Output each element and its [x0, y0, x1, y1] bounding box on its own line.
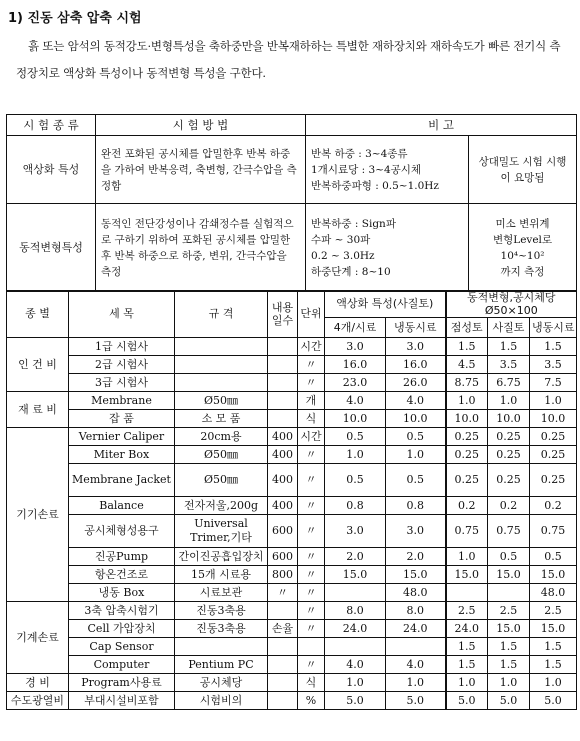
spec-cell: 간이진공흡입장치 [175, 548, 268, 566]
value-cell: 23.0 [325, 374, 386, 392]
value-cell: 4.0 [386, 656, 446, 674]
value-cell: 24.0 [446, 620, 488, 638]
table-row [7, 620, 577, 638]
table-row [7, 497, 577, 515]
spec-cell: 진동3축용 [175, 620, 268, 638]
value-cell: 10.0 [386, 410, 446, 428]
value-cell: 0.2 [530, 497, 577, 515]
days-cell [268, 692, 298, 710]
header-category: 종 별 [7, 291, 69, 338]
spec-cell [175, 356, 268, 374]
cost-table-body [7, 338, 577, 710]
header-dynamic-label: 동적변형,공시체당 [467, 291, 556, 304]
value-cell [325, 638, 386, 656]
spec-cell: 공시체당 [175, 674, 268, 692]
value-cell: 48.0 [530, 584, 577, 602]
days-cell [268, 674, 298, 692]
value-cell: 7.5 [530, 374, 577, 392]
spec-cell [175, 338, 268, 356]
unit-cell: 시간 [298, 428, 325, 446]
unit-cell: 식 [298, 674, 325, 692]
item-cell: 잡 품 [69, 410, 175, 428]
value-cell: 8.75 [446, 374, 488, 392]
value-cell: 0.75 [530, 515, 577, 548]
value-cell: 0.25 [488, 428, 530, 446]
table-row [7, 428, 577, 446]
value-cell: 3.0 [386, 338, 446, 356]
remark-line: 미소 변위계 [495, 217, 550, 230]
table-row [7, 548, 577, 566]
category-cell: 기계손료 [7, 602, 69, 674]
value-cell: 3.0 [325, 515, 386, 548]
value-cell: 6.75 [488, 374, 530, 392]
days-cell: 〃 [268, 584, 298, 602]
unit-cell: 〃 [298, 515, 325, 548]
table-row [7, 446, 577, 464]
table-row [7, 674, 577, 692]
days-cell [268, 392, 298, 410]
item-cell: 3축 압축시험기 [69, 602, 175, 620]
value-cell: 1.5 [446, 638, 488, 656]
unit-cell: 〃 [298, 566, 325, 584]
remark-line: 10⁴~10² [500, 249, 545, 262]
unit-cell [298, 638, 325, 656]
remark-line: 변형Level로 [492, 233, 553, 246]
value-cell: 0.8 [386, 497, 446, 515]
days-cell [268, 410, 298, 428]
test-remark-cell: 상대밀도 시험 시행이 요망됨 [469, 136, 577, 204]
spec-cell: 전자저울,200g [175, 497, 268, 515]
days-cell [268, 356, 298, 374]
value-cell: 4.0 [386, 392, 446, 410]
item-cell: 항온건조로 [69, 566, 175, 584]
value-cell: 0.2 [488, 497, 530, 515]
value-cell: 1.0 [386, 674, 446, 692]
cost-table [6, 290, 577, 710]
value-cell: 0.5 [325, 428, 386, 446]
test-method-cell: 동적인 전단강성이나 감쇄정수를 실험적으로 구하기 위하여 포화된 공시체를 압밀한후 반복 하중으로 하중, 변위, 간극수압을 측정 [96, 204, 306, 292]
table1-header-row [7, 115, 577, 136]
table-row [7, 464, 577, 497]
days-cell: 손율 [268, 620, 298, 638]
test-type-cell: 액상화 특성 [7, 136, 96, 204]
value-cell: 1.0 [325, 674, 386, 692]
value-cell: 16.0 [325, 356, 386, 374]
days-cell [268, 374, 298, 392]
value-cell: 1.0 [386, 446, 446, 464]
item-cell: 진공Pump [69, 548, 175, 566]
value-cell: 26.0 [386, 374, 446, 392]
unit-cell: 개 [298, 392, 325, 410]
value-cell: 16.0 [386, 356, 446, 374]
unit-cell: % [298, 692, 325, 710]
value-cell [488, 584, 530, 602]
value-cell: 5.0 [325, 692, 386, 710]
unit-cell: 〃 [298, 620, 325, 638]
unit-cell: 시간 [298, 338, 325, 356]
table-row [7, 656, 577, 674]
category-cell: 인 건 비 [7, 338, 69, 392]
value-cell: 10.0 [325, 410, 386, 428]
item-cell: 3급 시험사 [69, 374, 175, 392]
value-cell: 1.0 [488, 674, 530, 692]
days-cell: 800 [268, 566, 298, 584]
value-cell: 2.5 [530, 602, 577, 620]
value-cell: 4.0 [325, 656, 386, 674]
category-cell: 재 료 비 [7, 392, 69, 428]
value-cell: 1.5 [446, 338, 488, 356]
test-note-cell [306, 204, 469, 292]
value-cell: 1.5 [446, 656, 488, 674]
header-test-type: 시 험 종 류 [7, 115, 96, 136]
value-cell: 24.0 [386, 620, 446, 638]
unit-cell: 식 [298, 410, 325, 428]
value-cell: 15.0 [446, 566, 488, 584]
note-line: 하중단계 : 8~10 [311, 265, 391, 278]
spec-cell [175, 638, 268, 656]
value-cell: 1.0 [530, 392, 577, 410]
item-cell: Computer [69, 656, 175, 674]
item-cell: 냉동 Box [69, 584, 175, 602]
value-cell: 0.25 [530, 428, 577, 446]
note-line: 0.2 ~ 3.0Hz [311, 249, 375, 262]
note-line: 반복 하중 : 3~4종류 [311, 147, 408, 160]
days-cell: 400 [268, 497, 298, 515]
value-cell: 10.0 [488, 410, 530, 428]
unit-cell: 〃 [298, 548, 325, 566]
value-cell: 5.0 [530, 692, 577, 710]
table-row [7, 566, 577, 584]
category-cell: 경 비 [7, 674, 69, 692]
value-cell: 1.0 [530, 674, 577, 692]
days-cell: 400 [268, 464, 298, 497]
note-line: 반복하중파형 : 0.5~1.0Hz [311, 179, 439, 192]
days-cell [268, 338, 298, 356]
value-cell: 15.0 [386, 566, 446, 584]
table-row [7, 638, 577, 656]
spec-cell: 20cm용 [175, 428, 268, 446]
value-cell: 24.0 [325, 620, 386, 638]
spec-cell [175, 374, 268, 392]
value-cell: 0.5 [325, 464, 386, 497]
table-row [7, 374, 577, 392]
value-cell: 1.0 [446, 392, 488, 410]
item-cell: Membrane Jacket [69, 464, 175, 497]
value-cell [446, 584, 488, 602]
days-cell: 400 [268, 428, 298, 446]
table1-row [7, 204, 577, 292]
unit-cell: 〃 [298, 602, 325, 620]
value-cell: 4.5 [446, 356, 488, 374]
value-cell: 0.25 [530, 446, 577, 464]
table-row [7, 338, 577, 356]
value-cell: 5.0 [488, 692, 530, 710]
unit-cell: 〃 [298, 446, 325, 464]
table-row [7, 515, 577, 548]
value-cell: 1.0 [446, 674, 488, 692]
item-cell: Miter Box [69, 446, 175, 464]
spec-cell: Ø50㎜ [175, 464, 268, 497]
test-remark-cell [469, 204, 577, 292]
value-cell: 0.25 [488, 446, 530, 464]
item-cell: 공시체형성용구 [69, 515, 175, 548]
value-cell: 1.5 [530, 638, 577, 656]
unit-cell: 〃 [298, 356, 325, 374]
test-type-table [6, 114, 577, 292]
item-cell: Balance [69, 497, 175, 515]
value-cell: 0.5 [386, 464, 446, 497]
header-remarks: 비 고 [306, 115, 577, 136]
value-cell: 10.0 [446, 410, 488, 428]
table-row [7, 584, 577, 602]
value-cell: 5.0 [446, 692, 488, 710]
spec-cell: Ø50㎜ [175, 446, 268, 464]
value-cell: 3.5 [530, 356, 577, 374]
value-cell: 15.0 [488, 566, 530, 584]
value-cell: 0.75 [488, 515, 530, 548]
header-dynamic [446, 291, 577, 318]
header-days: 내용 일수 [268, 291, 298, 338]
note-line: 수파 ~ 30파 [311, 233, 371, 246]
header-unit: 단위 [298, 291, 325, 338]
remark-line: 까지 측정 [500, 265, 545, 278]
value-cell: 0.25 [446, 428, 488, 446]
value-cell: 8.0 [325, 602, 386, 620]
unit-cell: 〃 [298, 656, 325, 674]
item-cell: Membrane [69, 392, 175, 410]
spec-cell: Universal Trimer,기타 [175, 515, 268, 548]
note-line: 반복하중 : Sign파 [311, 217, 396, 230]
value-cell: 0.8 [325, 497, 386, 515]
value-cell: 0.25 [530, 464, 577, 497]
value-cell: 2.5 [446, 602, 488, 620]
item-cell: 2급 시험사 [69, 356, 175, 374]
days-cell [268, 656, 298, 674]
value-cell: 0.25 [446, 446, 488, 464]
test-note-cell [306, 136, 469, 204]
item-cell: 1급 시험사 [69, 338, 175, 356]
days-cell [268, 602, 298, 620]
item-cell: 부대시설비포함 [69, 692, 175, 710]
table-row [7, 356, 577, 374]
table-row [7, 602, 577, 620]
days-cell: 400 [268, 446, 298, 464]
spec-cell: Ø50㎜ [175, 392, 268, 410]
header-test-method: 시 험 방 법 [96, 115, 306, 136]
value-cell: 0.5 [530, 548, 577, 566]
header-col-4-samples: 4개/시료 [325, 318, 386, 338]
header-col-clay: 점성토 [446, 318, 488, 338]
table-row [7, 392, 577, 410]
item-cell: Program사용료 [69, 674, 175, 692]
spec-cell: 15개 시료용 [175, 566, 268, 584]
value-cell: 1.5 [530, 338, 577, 356]
value-cell: 2.0 [386, 548, 446, 566]
item-cell: Cap Sensor [69, 638, 175, 656]
value-cell: 1.0 [446, 548, 488, 566]
value-cell: 5.0 [386, 692, 446, 710]
value-cell: 1.5 [530, 656, 577, 674]
value-cell: 15.0 [530, 620, 577, 638]
value-cell: 0.5 [488, 548, 530, 566]
value-cell [325, 584, 386, 602]
test-type-cell: 동적변형특성 [7, 204, 96, 292]
test-method-cell: 완전 포화된 공시체를 압밀한후 반복 하중을 가하여 반복응력, 축변형, 간극수압을 측정함 [96, 136, 306, 204]
value-cell: 15.0 [325, 566, 386, 584]
value-cell: 1.5 [488, 638, 530, 656]
unit-cell: 〃 [298, 374, 325, 392]
value-cell: 8.0 [386, 602, 446, 620]
value-cell: 2.0 [325, 548, 386, 566]
value-cell: 0.5 [386, 428, 446, 446]
value-cell: 3.5 [488, 356, 530, 374]
days-cell: 600 [268, 548, 298, 566]
table-row [7, 410, 577, 428]
header-item: 세 목 [69, 291, 175, 338]
intro-paragraph: 흙 또는 암석의 동적강도·변형특성을 축하중만을 반복재하하는 특별한 재하장치와 재하속도가 빠른 전기식 측정장치로 액상화 특성이나 동적변형 특성을 구한다. [16, 39, 561, 80]
category-cell: 기기손료 [7, 428, 69, 602]
header-col-frozen-dyn: 냉동시료 [530, 318, 577, 338]
days-cell [268, 638, 298, 656]
unit-cell: 〃 [298, 464, 325, 497]
value-cell: 0.75 [446, 515, 488, 548]
value-cell: 1.5 [488, 656, 530, 674]
value-cell: 1.0 [488, 392, 530, 410]
spec-cell: 시험비의 [175, 692, 268, 710]
spec-cell: 시료보관 [175, 584, 268, 602]
value-cell: 15.0 [488, 620, 530, 638]
header-col-sand: 사질토 [488, 318, 530, 338]
value-cell: 1.5 [488, 338, 530, 356]
days-cell: 600 [268, 515, 298, 548]
value-cell: 3.0 [386, 515, 446, 548]
unit-cell: 〃 [298, 497, 325, 515]
header-liquefaction: 액상화 특성(사질토) [325, 291, 446, 318]
value-cell: 15.0 [530, 566, 577, 584]
value-cell: 4.0 [325, 392, 386, 410]
spec-cell: 소 모 품 [175, 410, 268, 428]
value-cell: 2.5 [488, 602, 530, 620]
value-cell: 48.0 [386, 584, 446, 602]
value-cell: 0.2 [446, 497, 488, 515]
value-cell: 10.0 [530, 410, 577, 428]
value-cell: 0.25 [446, 464, 488, 497]
unit-cell: 〃 [298, 584, 325, 602]
value-cell: 0.25 [488, 464, 530, 497]
item-cell: Vernier Caliper [69, 428, 175, 446]
header-spec: 규 격 [175, 291, 268, 338]
header-col-frozen: 냉동시료 [386, 318, 446, 338]
section-title: 1) 진동 삼축 압축 시험 [8, 11, 142, 26]
header-dynamic-size: Ø50×100 [484, 304, 538, 317]
item-cell: Cell 가압장치 [69, 620, 175, 638]
note-line: 1개시료당 : 3~4공시체 [311, 163, 422, 176]
value-cell [386, 638, 446, 656]
table-row [7, 692, 577, 710]
spec-cell: 진동3축용 [175, 602, 268, 620]
value-cell: 3.0 [325, 338, 386, 356]
category-cell: 수도광열비 [7, 692, 69, 710]
value-cell: 1.0 [325, 446, 386, 464]
table1-row [7, 136, 577, 204]
spec-cell: Pentium PC [175, 656, 268, 674]
